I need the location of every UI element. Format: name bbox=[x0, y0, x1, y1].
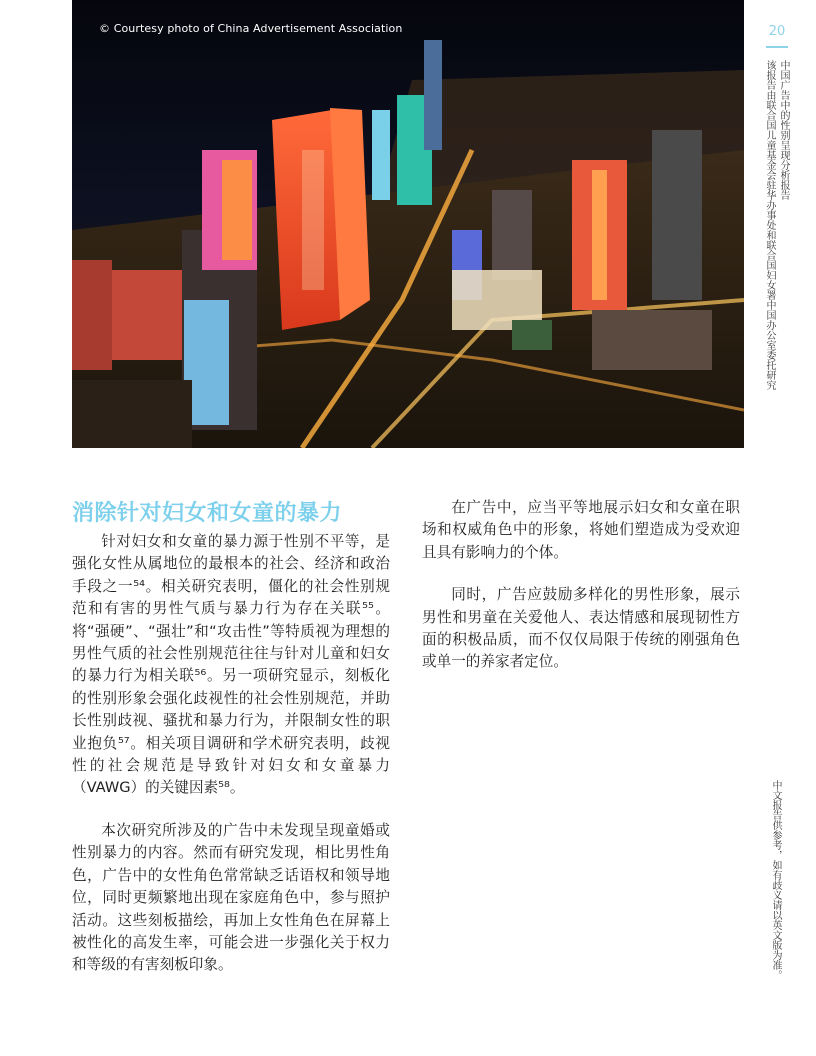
paragraph: 在广告中，应当平等地展示妇女和女童在职场和权威角色中的形象，将她们塑造成为受欢迎且具有影响力的个体。 bbox=[422, 499, 740, 561]
right-column bbox=[422, 497, 740, 694]
page-number-rule bbox=[766, 46, 788, 48]
translation-note: 中文报告供参考，如有歧义请以英文版为准。 bbox=[770, 780, 781, 980]
report-sidebar-title bbox=[762, 60, 790, 390]
city-night-photo bbox=[72, 0, 744, 448]
photo-credit: © Courtesy photo of China Advertisement Association bbox=[99, 22, 403, 35]
report-title-line: 中国广告中的性别呈现分析报告 bbox=[778, 60, 789, 200]
paragraph: 同时，广告应鼓励多样化的男性形象，展示男性和男童在关爱他人、表达情感和展现韧性方面的积极品质，而不仅仅局限于传统的刚强角色或单一的养家者定位。 bbox=[422, 586, 740, 671]
report-commission-line: 该报告由联合国儿童基金会驻华办事处和联合国妇女署中国办公室委托研究 bbox=[764, 60, 775, 390]
section-heading: 消除针对妇女和女童的暴力 bbox=[72, 501, 343, 526]
paragraph: 本次研究所涉及的广告中未发现呈现童婚或性别暴力的内容。然而有研究发现，相比男性角色，广告中的女性角色常常缺乏话语权和领导地位，同时更频繁地出现在家庭角色中，参与照护活动。这些刻板描绘，再加上女性角色在屏幕上被性化的高发生率，可能会进一步强化关于权力和等级的有害刻板印象。 bbox=[72, 821, 390, 974]
left-column bbox=[72, 531, 390, 997]
page-number: 20 bbox=[768, 24, 786, 39]
city-skyline-illustration bbox=[72, 0, 744, 448]
paragraph: 针对妇女和女童的暴力源于性别不平等，是强化女性从属地位的最根本的社会、经济和政治手段之一⁵⁴。相关研究表明，僵化的社会性别规范和有害的男性气质与暴力行为存在关联⁵⁵。将“强硬”、“强壮”和“攻击性”等特质视为理想的男性气质的社会性别规范往往与针对儿童和妇女的暴力行为相关联⁵⁶。另一项研究显示，刻板化的性别形象会强化歧视性的社会性别规范，并助长性别歧视、骚扰和暴力行为，并限制女性的职业抱负⁵⁷。相关项目调研和学术研究表明，歧视性的社会规范是导致针对妇女和女童暴力（VAWG）的关键因素⁵⁸。 bbox=[72, 533, 390, 797]
